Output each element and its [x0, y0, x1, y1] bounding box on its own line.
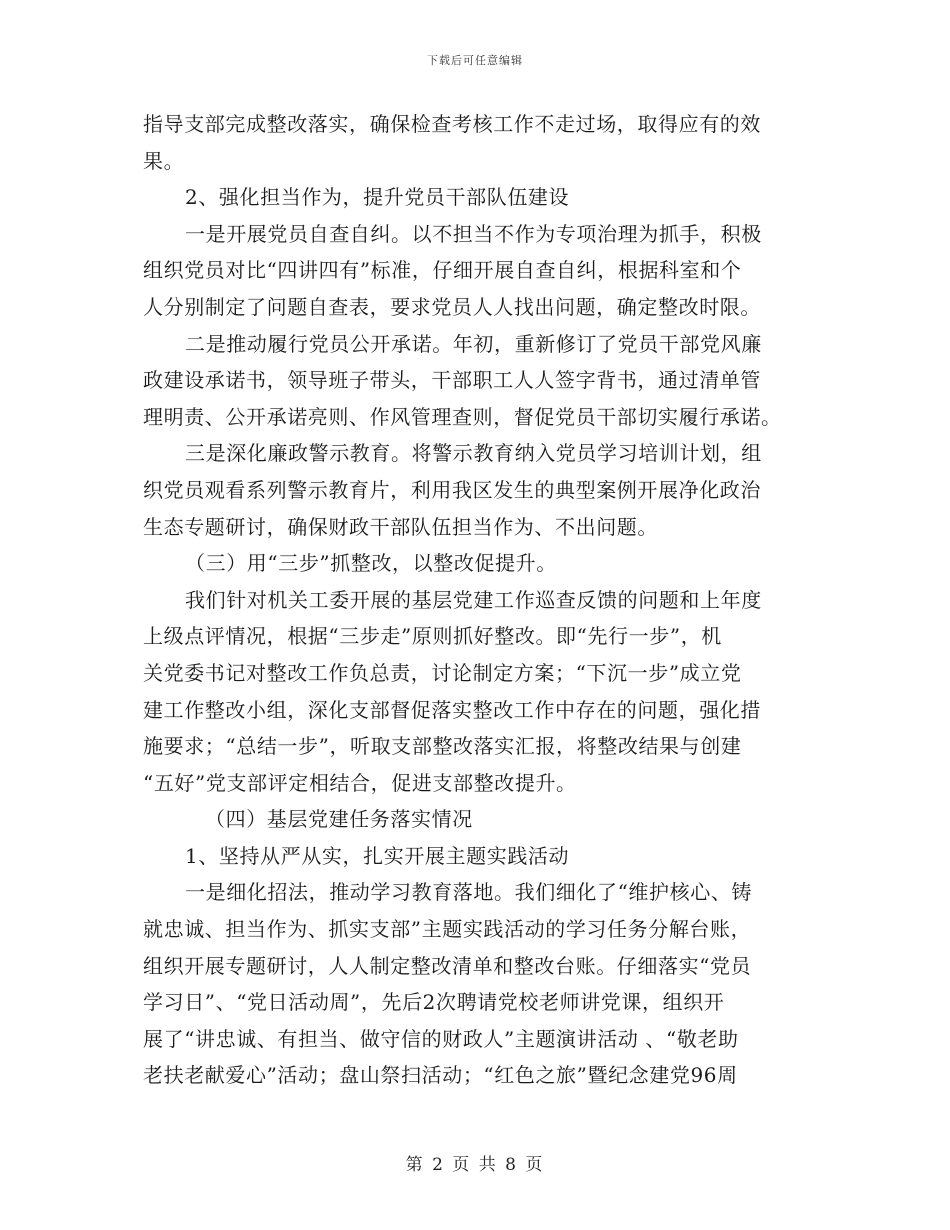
text-line: 人分别制定了问题自查表，要求党员人人找出问题，确定整改时限。 [143, 294, 761, 319]
text-line: 展了“讲忠诚、有担当、做守信的财政人”主题演讲活动 、“敬老助 [143, 1026, 739, 1051]
text-line: 织党员观看系列警示教育片，利用我区发生的典型案例开展净化政治 [143, 477, 761, 502]
text-line: “五好”党支部评定相结合，促进支部整改提升。 [143, 770, 577, 795]
text-line: 我们针对机关工委开展的基层党建工作巡查反馈的问题和上年度 [185, 587, 762, 612]
text-line: 1、坚持从严从实，扎实开展主题实践活动 [185, 843, 570, 868]
page-number-footer: 第 2 页 共 8 页 [405, 1155, 545, 1175]
text-line: （四）基层党建任务落实情况 [205, 807, 473, 832]
text-line: 一是细化招法，推动学习教育落地。我们细化了“维护核心、铸 [185, 880, 753, 905]
text-line: 2、强化担当作为，提升党员干部队伍建设 [185, 185, 570, 210]
text-line: 老扶老献爱心”活动；盘山祭扫活动；“红色之旅”暨纪念建党96周 [143, 1063, 738, 1088]
text-line: 就忠诚、担当作为、抓实支部”主题实践活动的学习任务分解台账， [143, 917, 752, 942]
text-line: 学习日”、“党日活动周”，先后2次聘请党校老师讲党课，组织开 [143, 990, 725, 1015]
text-line: 上级点评情况，根据“三步走”原则抓好整改。即“先行一步”，机 [143, 624, 722, 649]
text-line: 理明责、公开承诺亮则、作风管理查则，督促党员干部切实履行承诺。 [143, 404, 782, 429]
text-line: （三）用“三步”抓整改，以整改促提升。 [185, 551, 557, 576]
text-line: 二是推动履行党员公开承诺。年初，重新修订了党员干部党风廉 [185, 331, 762, 356]
text-line: 指导支部完成整改落实，确保检查考核工作不走过场，取得应有的效 [143, 112, 761, 136]
text-line: 政建设承诺书，领导班子带头，干部职工人人签字背书，通过清单管 [143, 368, 761, 393]
text-line: 关党委书记对整改工作负总责，讨论制定方案；“下沉一步”成立党 [143, 660, 742, 685]
text-line: 果。 [143, 148, 185, 173]
document-body [143, 106, 813, 1094]
text-line: 施要求；“总结一步”，听取支部整改落实汇报，将整改结果与创建 [143, 734, 742, 759]
text-line: 组织党员对比“四讲四有”标准，仔细开展自查自纠，根据科室和个 [143, 258, 742, 283]
text-line: 建工作整改小组，深化支部督促落实整改工作中存在的问题，强化措 [143, 697, 761, 722]
text-line: 组织开展专题研讨，人人制定整改清单和整改台账。仔细落实“党员 [143, 953, 752, 978]
text-line: 三是深化廉政警示教育。将警示教育纳入党员学习培训计划，组 [185, 441, 762, 466]
page-header-note: 下载后可任意编辑 [427, 54, 523, 67]
text-line: 生态专题研讨，确保财政干部队伍担当作为、不出问题。 [143, 514, 658, 539]
text-line: 一是开展党员自查自纠。以不担当不作为专项治理为抓手，积极 [185, 221, 762, 246]
